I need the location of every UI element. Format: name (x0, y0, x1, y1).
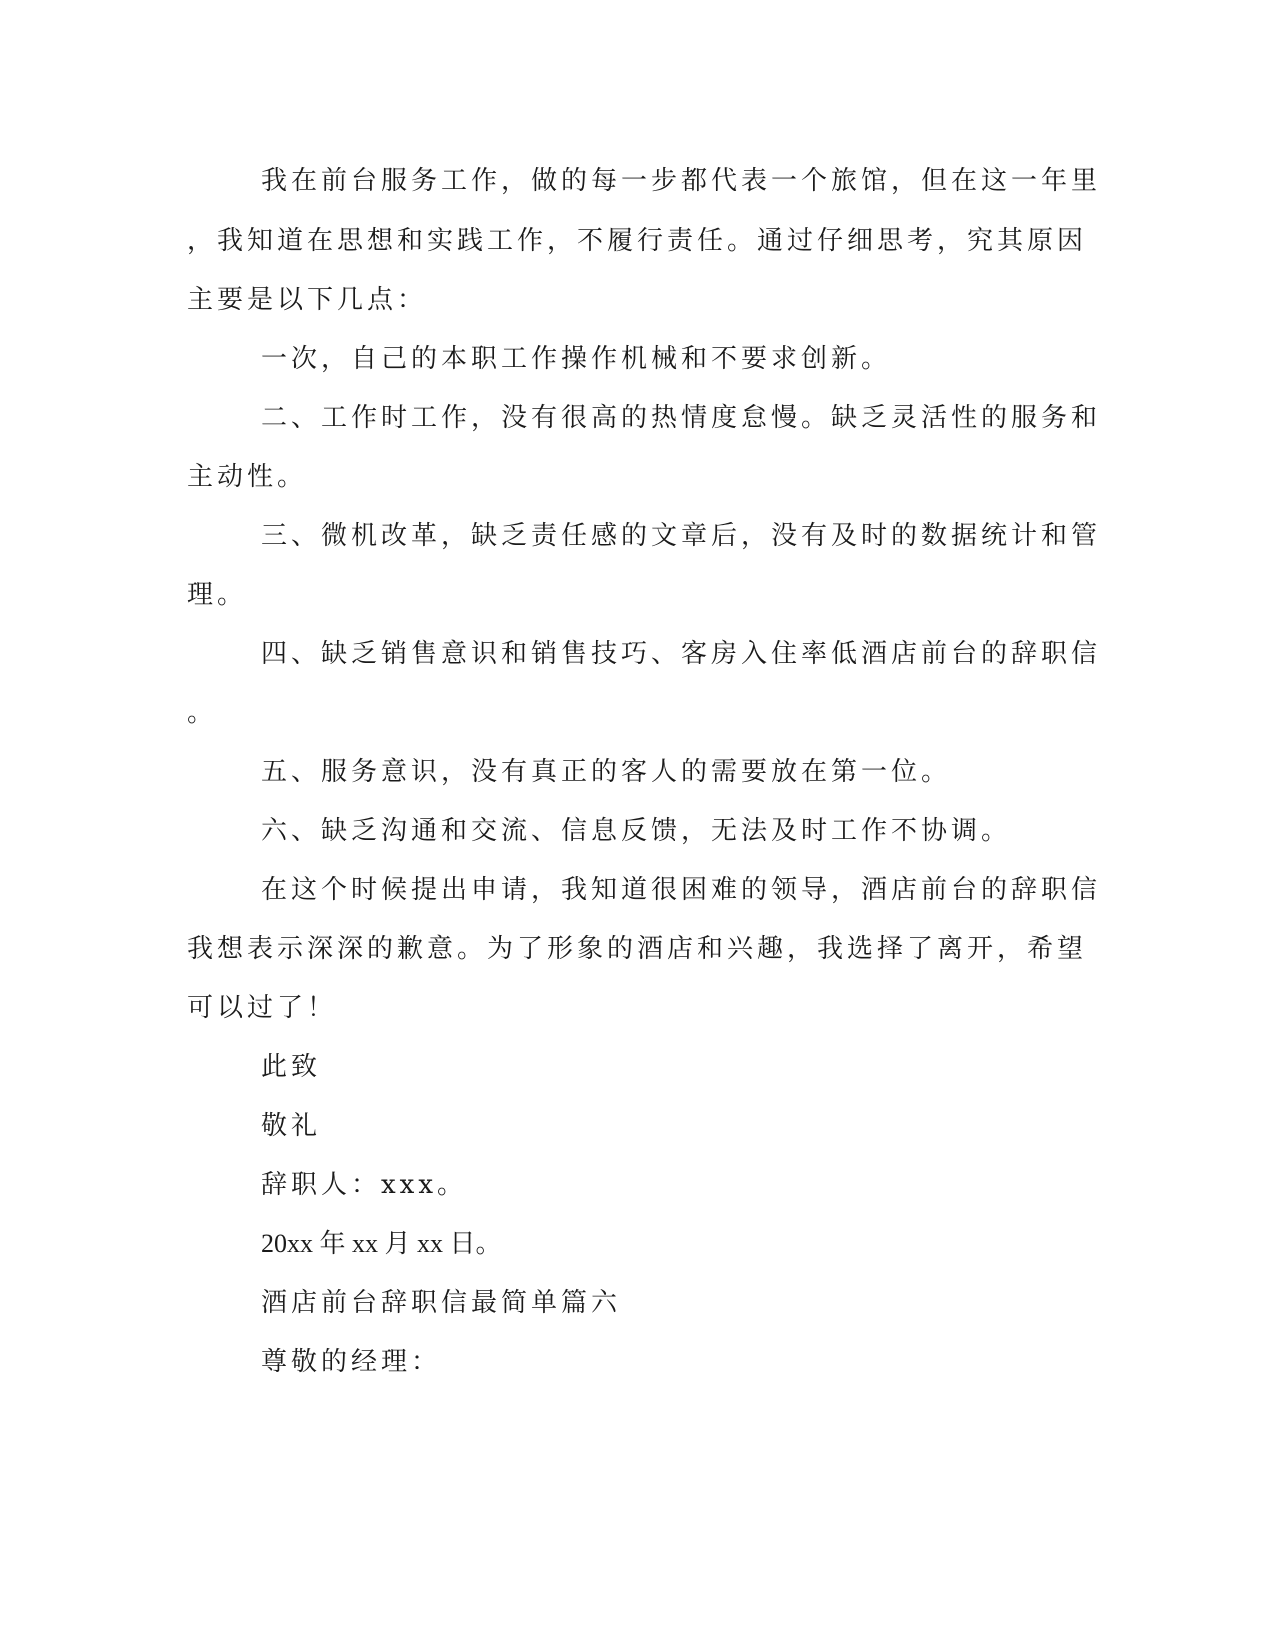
paragraph-line: ，我知道在思想和实践工作，不履行责任。通过仔细思考，究其原因 (187, 226, 1088, 256)
paragraph-line: 主要是以下几点： (187, 285, 428, 315)
list-item-6: 六、缺乏沟通和交流、信息反馈，无法及时工作不协调。 (261, 816, 1012, 846)
list-item-2: 二、工作时工作，没有很高的热情度怠慢。缺乏灵活性的服务和 (261, 403, 1102, 433)
paragraph-line: 我想表示深深的歉意。为了形象的酒店和兴趣，我选择了离开，希望 (187, 934, 1088, 964)
paragraph-line: 在这个时候提出申请，我知道很困难的领导，酒店前台的辞职信 (261, 875, 1102, 905)
paragraph-line: 可以过了！ (187, 993, 338, 1023)
section-heading: 酒店前台辞职信最简单篇六 (261, 1288, 622, 1318)
signature-line: 辞职人：xxx。 (261, 1170, 467, 1200)
closing-regards: 敬礼 (261, 1111, 322, 1141)
list-item-4: 四、缺乏销售意识和销售技巧、客房入住率低酒店前台的辞职信 (261, 639, 1102, 669)
list-item-1: 一次，自己的本职工作操作机械和不要求创新。 (261, 344, 892, 374)
date-line: 20xx 年 xx 月 xx 日。 (261, 1229, 502, 1258)
list-item-5: 五、服务意识，没有真正的客人的需要放在第一位。 (261, 757, 952, 787)
paragraph-line: 。 (187, 698, 218, 728)
list-item-3: 三、微机改革，缺乏责任感的文章后，没有及时的数据统计和管 (261, 521, 1102, 551)
paragraph-line: 我在前台服务工作，做的每一步都代表一个旅馆，但在这一年里 (261, 166, 1102, 196)
greeting-line: 尊敬的经理： (261, 1347, 442, 1377)
closing-salutation: 此致 (261, 1052, 322, 1082)
paragraph-line: 理。 (187, 580, 248, 610)
paragraph-line: 主动性。 (187, 462, 308, 492)
